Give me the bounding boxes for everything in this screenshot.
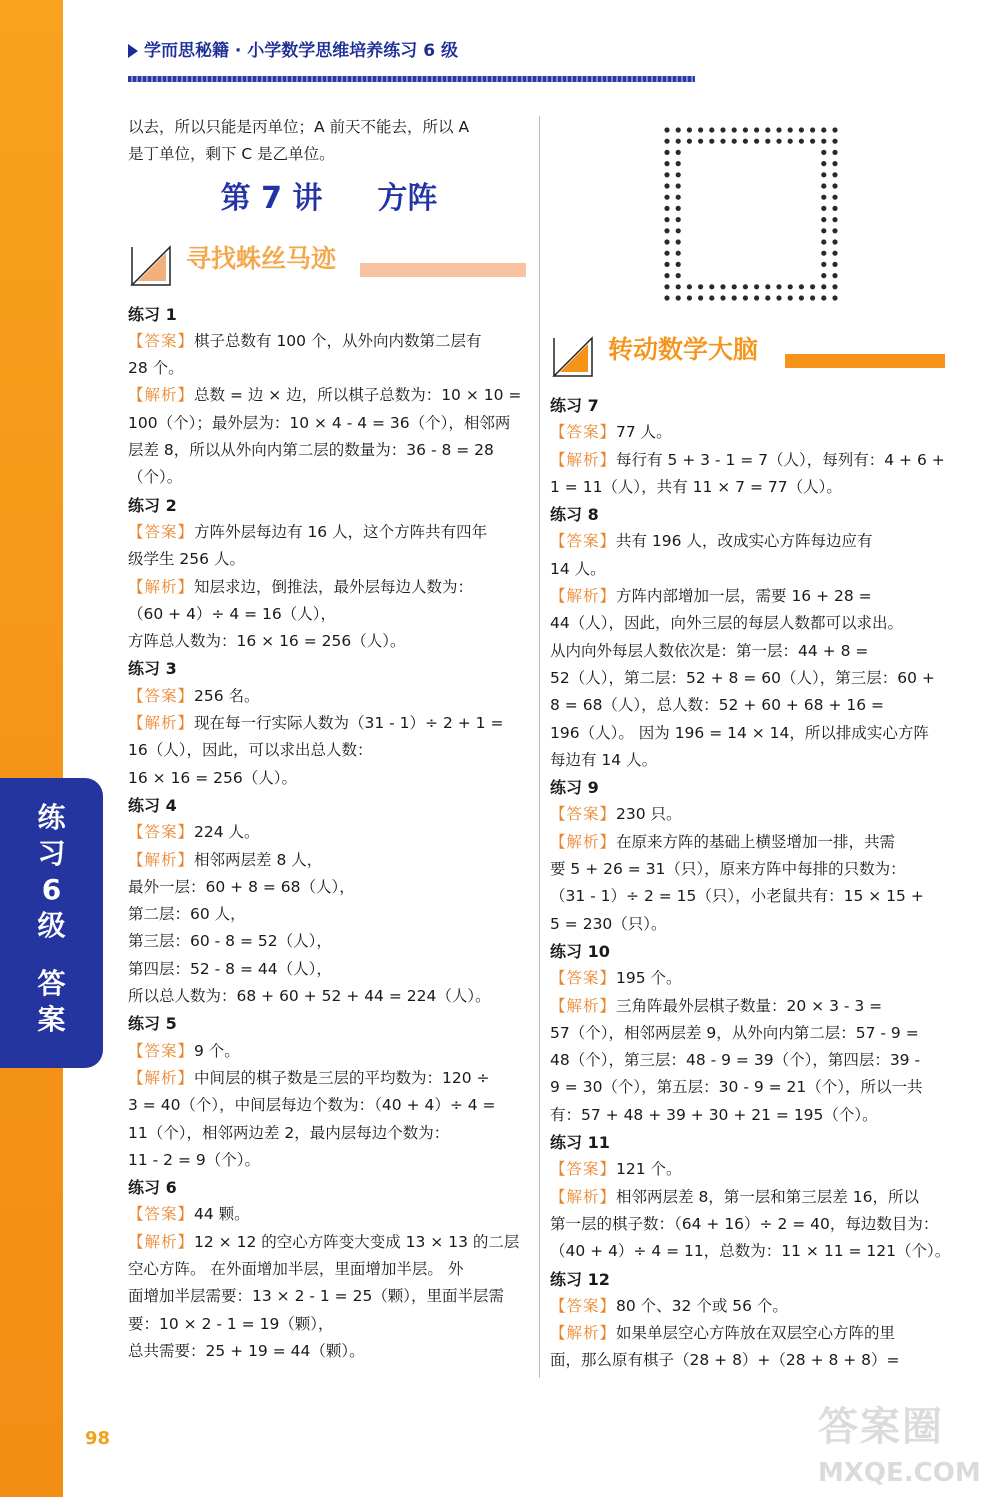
dot	[754, 127, 759, 132]
dot	[832, 206, 837, 211]
dot	[821, 139, 826, 144]
section-bar	[785, 354, 945, 368]
intro-line: 以去，所以只能是丙单位；A 前天不能去，所以 A	[128, 118, 470, 136]
dot	[832, 195, 837, 200]
dot	[832, 239, 837, 244]
dot	[664, 239, 669, 244]
dot	[732, 139, 737, 144]
analysis-tag: 【解析】	[550, 832, 617, 851]
sidebar-strip	[0, 0, 63, 1497]
dot	[821, 161, 826, 166]
analysis-tag: 【解析】	[128, 577, 195, 596]
answer-tag: 【答案】	[550, 532, 617, 551]
dot	[676, 127, 681, 132]
dot	[720, 127, 725, 132]
analysis-tag: 【解析】	[128, 850, 195, 869]
dot	[676, 206, 681, 211]
dot	[664, 195, 669, 200]
dot	[664, 217, 669, 222]
dot	[664, 127, 669, 132]
exercise-title: 练习 5	[128, 1014, 177, 1034]
dot	[743, 284, 748, 289]
left-column: 以去，所以只能是丙单位；A 前天不能去，所以 A 是丁单位，剩下 C 是乙单位。 第 7 讲 方阵 寻找蛛丝马迹 练习 1 【答案】棋子总数有 100 个，从外向内数第二层有 28 个。 【解析】总数 = 边 × 边，所以棋子总数为：10 × 10 = 100（个）；最外层为：10 × 4 - 4 = 36（个），相邻两 层差 8，所以从外向内第二层的数量为：36 - 8 = 28 （个）。 练习 2 【答案】方阵外层每边有 16 人，这个方阵共有四年 级学生 256 人。 【解析】知层求边，倒推法，最外层每边人数为： （60 + 4）÷ 4 = 16（人）， 方阵总人数为：16 × 16 = 256（人）。 练习 3 【答案】256 名。 【解析】现在每一行实际人数为（31 - 1）÷ 2 + 1 = 16（人），因此，可以求出总人数： 16 × 16 = 256（人）。 练习 4 【答案】224 人。 【解析】相邻两层差 8 人， 最外一层：60 + 8 = 68（人）， 第二层：60 人， 第三层：60 - 8 = 52（人）， 第四层：52 - 8 = 44（人）， 所以总人数为：68 + 60 + 52 + 44 = 224（人）。 练习 5 【答案】9 个。 【解析】中间层的棋子数是三层的平均数为：120 ÷ 3 = 40（个），中间层每边个数为：（40 + 4）÷ 4 = 11（个），相邻两边差 2，最内层每边个数为： 11 - 2 = 9（个）。 练习 6 【答案】44 颗。 【解析】12 × 12 的空心方阵变大变成 13 × 13 的二层 空心方阵。 在外面增加半层，里面增加半层。 外 面增加半层需要：13 × 2 - 1 = 25（颗），里面半层需 要：10 × 2 - 1 = 19（颗）， 总共需要：25 + 19 = 44（颗）。	[128, 114, 530, 1365]
dot	[676, 262, 681, 267]
dot	[664, 284, 669, 289]
watermark: 答案圈 MXQE.COM	[818, 1404, 981, 1488]
tab-char: 案	[37, 1003, 66, 1036]
dot	[664, 295, 669, 300]
tab-char: 6	[41, 873, 62, 906]
dot	[676, 183, 681, 188]
dot	[832, 228, 837, 233]
dot	[676, 228, 681, 233]
dot	[687, 127, 692, 132]
dot	[676, 195, 681, 200]
dot	[664, 172, 669, 177]
dot	[709, 139, 714, 144]
dot	[720, 284, 725, 289]
dot	[821, 262, 826, 267]
dot	[799, 127, 804, 132]
lecture-title: 第 7 讲 方阵	[220, 180, 438, 216]
dot	[664, 262, 669, 267]
dot	[676, 217, 681, 222]
analysis-tag: 【解析】	[550, 587, 617, 606]
right-column: 转动数学大脑 练习 7 【答案】77 人。 【解析】每行有 5 + 3 - 1 = 7（人），每列有：4 + 6 + 1 = 11（人），共有 11 × 7 = 77（人）。 练习 8 【答案】共有 196 人，改成实心方阵每边应有 14 人。 【解析】方阵内部增加一层，需要 16 + 28 = 44（人），因此，向外三层的每层人数都可以求出。 从内向外每层人数依次是：第一层：44 + 8 = 52（人），第二层：52 + 8 = 60（人），第三层：60 + 8 = 68（人），总人数：52 + 60 + 68 + 16 = 196（人）。 因为 196 = 14 × 14，所以排成实心方阵 每边有 14 人。 练习 9 【答案】230 只。 【解析】在原来方阵的基础上横竖增加一排，共需 要 5 + 26 = 31（只），原来方阵中每排的只数为： （31 - 1）÷ 2 = 15（只），小老鼠共有：15 × 15 + 5 = 230（只）。 练习 10 【答案】195 个。 【解析】三角阵最外层棋子数量：20 × 3 - 3 = 57（个），相邻两层差 9，从外向内第二层：57 - 9 = 48（个），第三层：48 - 9 = 39（个），第四层：39 - 9 = 30（个），第五层：30 - 9 = 21（个），所以一共 有：57 + 48 + 39 + 30 + 21 = 195（个）。 练习 11 【答案】121 个。 【解析】相邻两层差 8，第一层和第三层差 16，所以 第一层的棋子数：（64 + 16）÷ 2 = 40，每边数目为： （40 + 4）÷ 4 = 11，总数为：11 × 11 = 121（个）。 练习 12 【答案】80 个、32 个或 56 个。 【解析】如果单层空心方阵放在双层空心方阵的里 面，那么原有棋子（28 + 8）+（28 + 8 + 8）=	[550, 114, 957, 1375]
dot	[821, 150, 826, 155]
tab-char: 练	[37, 801, 66, 834]
dot	[698, 295, 703, 300]
exercise-title: 练习 12	[550, 1269, 610, 1289]
dot	[821, 127, 826, 132]
dot	[732, 284, 737, 289]
triangle-ruler-icon	[550, 334, 596, 380]
dot	[765, 295, 770, 300]
dot	[709, 284, 714, 289]
dot	[664, 251, 669, 256]
analysis-tag: 【解析】	[128, 1068, 195, 1087]
dot	[754, 295, 759, 300]
exercise-title: 练习 1	[128, 304, 177, 324]
hollow-square-dots	[550, 114, 957, 320]
dot	[664, 161, 669, 166]
dot	[676, 161, 681, 166]
dot	[687, 284, 692, 289]
dot	[810, 295, 815, 300]
tab-char: 级	[37, 909, 66, 942]
dot	[709, 295, 714, 300]
answer-tag: 【答案】	[128, 522, 195, 541]
exercise-title: 练习 9	[550, 778, 599, 798]
dot	[732, 295, 737, 300]
exercise-title: 练习 2	[128, 495, 177, 515]
analysis-tag: 【解析】	[128, 1232, 195, 1251]
tab-char: 答	[37, 967, 66, 1000]
dot	[832, 139, 837, 144]
exercise-title: 练习 11	[550, 1133, 610, 1153]
exercise-title: 练习 10	[550, 941, 610, 961]
intro-line: 是丁单位，剩下 C 是乙单位。	[128, 145, 335, 164]
answer-tag: 【答案】	[128, 823, 195, 842]
answer-tag: 【答案】	[550, 805, 617, 824]
dot	[765, 127, 770, 132]
dot	[720, 295, 725, 300]
dot	[821, 206, 826, 211]
answer-tag: 【答案】	[128, 331, 195, 350]
dot	[821, 217, 826, 222]
dot	[821, 172, 826, 177]
dot-square-diagram	[550, 114, 957, 320]
analysis-tag: 【解析】	[128, 386, 195, 405]
dot	[676, 251, 681, 256]
dot	[788, 284, 793, 289]
analysis-tag: 【解析】	[550, 1324, 617, 1343]
dot	[676, 139, 681, 144]
dot	[754, 284, 759, 289]
dot	[676, 284, 681, 289]
dot	[732, 127, 737, 132]
dot	[664, 273, 669, 278]
dot	[743, 127, 748, 132]
exercise-title: 练习 4	[128, 795, 177, 815]
dot	[788, 139, 793, 144]
answer-tag: 【答案】	[550, 423, 617, 442]
dot	[821, 239, 826, 244]
dot	[687, 139, 692, 144]
dot	[709, 127, 714, 132]
dot	[832, 262, 837, 267]
dot	[821, 273, 826, 278]
exercise-title: 练习 7	[550, 396, 599, 415]
dot	[832, 127, 837, 132]
dot	[776, 284, 781, 289]
answer-tag: 【答案】	[128, 1041, 195, 1060]
dot	[765, 139, 770, 144]
dot	[821, 195, 826, 200]
answer-tag: 【答案】	[550, 969, 617, 988]
dot	[832, 295, 837, 300]
analysis-tag: 【解析】	[128, 714, 195, 733]
answer-tag: 【答案】	[128, 686, 195, 705]
header-title: 学而思秘籍 · 小学数学思维培养练习 6 级	[128, 36, 458, 61]
dot	[676, 273, 681, 278]
section-heading	[128, 237, 530, 299]
column-divider	[539, 116, 540, 1378]
dot	[720, 139, 725, 144]
dot	[832, 183, 837, 188]
dot	[788, 127, 793, 132]
dot	[698, 284, 703, 289]
dot	[832, 150, 837, 155]
answer-tag: 【答案】	[550, 1160, 617, 1179]
dot	[698, 139, 703, 144]
dot	[664, 183, 669, 188]
dot	[743, 295, 748, 300]
dot	[676, 150, 681, 155]
dot	[754, 139, 759, 144]
dot	[832, 284, 837, 289]
dot	[810, 127, 815, 132]
tab-char: 习	[37, 837, 66, 870]
dot	[776, 127, 781, 132]
dot	[676, 172, 681, 177]
section-heading	[550, 328, 957, 390]
analysis-tag: 【解析】	[550, 996, 617, 1015]
dot	[687, 295, 692, 300]
dot	[799, 139, 804, 144]
dot	[821, 183, 826, 188]
dot	[821, 284, 826, 289]
dot	[832, 273, 837, 278]
dot	[664, 139, 669, 144]
dot	[776, 295, 781, 300]
section-tab	[0, 778, 103, 1068]
dot	[664, 206, 669, 211]
section-bar	[360, 263, 526, 277]
dot	[832, 161, 837, 166]
dot	[799, 295, 804, 300]
dot	[676, 239, 681, 244]
analysis-tag: 【解析】	[550, 1187, 617, 1206]
answer-tag: 【答案】	[128, 1205, 195, 1224]
dot	[810, 284, 815, 289]
dot	[743, 139, 748, 144]
dot	[810, 139, 815, 144]
page-number: 98	[85, 1428, 111, 1449]
dot	[821, 251, 826, 256]
header-rule	[128, 76, 695, 82]
dot	[698, 127, 703, 132]
exercise-title: 练习 8	[550, 505, 599, 525]
dot	[821, 295, 826, 300]
dot	[799, 284, 804, 289]
dot	[788, 295, 793, 300]
dot	[664, 150, 669, 155]
dot	[776, 139, 781, 144]
triangle-ruler-icon	[128, 243, 174, 289]
dot	[832, 251, 837, 256]
dot	[664, 228, 669, 233]
exercise-title: 练习 3	[128, 659, 177, 679]
analysis-tag: 【解析】	[550, 450, 617, 469]
dot	[676, 295, 681, 300]
dot	[821, 228, 826, 233]
section-title: 寻找蛛丝马迹	[186, 243, 337, 273]
dot	[832, 217, 837, 222]
section-title: 转动数学大脑	[608, 335, 759, 364]
answer-tag: 【答案】	[550, 1296, 617, 1315]
play-triangle-icon	[128, 44, 138, 58]
exercise-title: 练习 6	[128, 1178, 177, 1198]
dot	[765, 284, 770, 289]
dot	[832, 172, 837, 177]
